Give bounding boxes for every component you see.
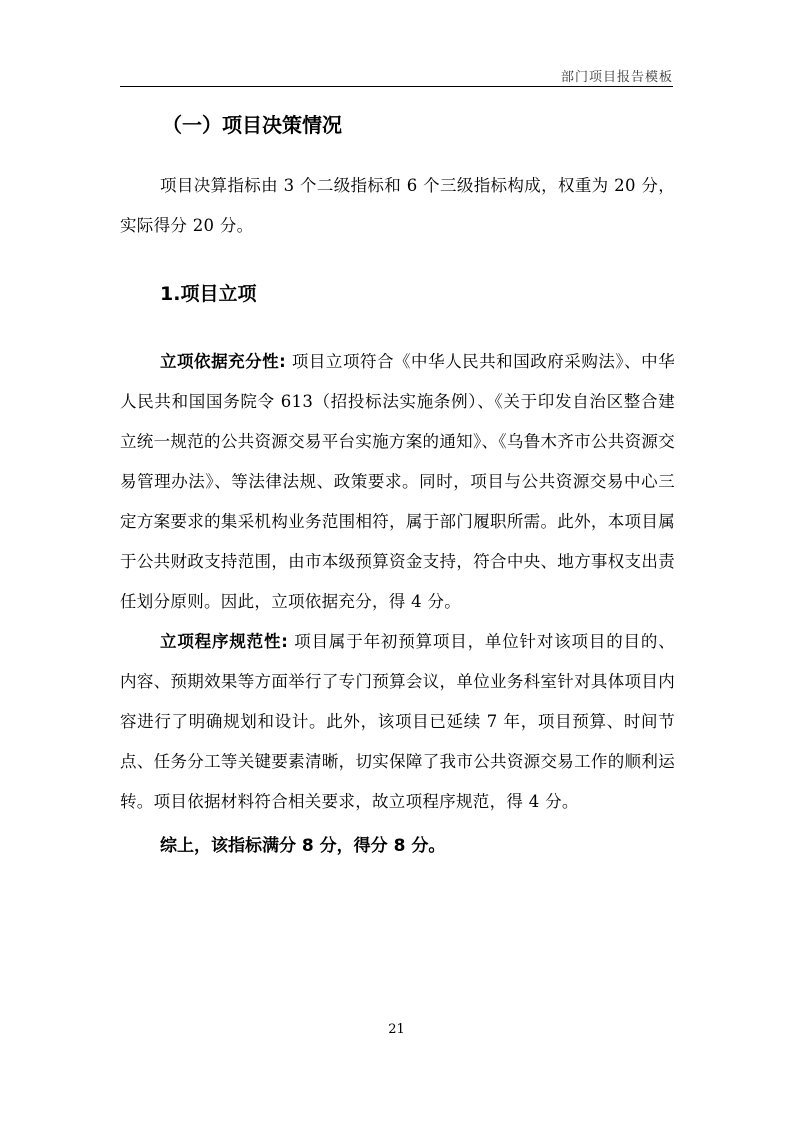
header-rule: [120, 86, 673, 87]
page-number: 21: [388, 1022, 405, 1037]
spacer: [120, 316, 675, 342]
basis-adequacy-paragraph: [120, 342, 675, 622]
summary-line: 综上，该指标满分 8 分，得分 8 分。: [160, 836, 446, 856]
basis-adequacy-body: 项目立项符合《中华人民共和国政府采购法》、中华人民共和国国务院令 613（招投标法实施条例）、《关于印发自治区整合建立统一规范的公共资源交易平台实施方案的通知》、《乌鲁木齐市公共资源交易管理办法》、等法律法规、政策要求。同时，项目与公共资源交易中心三定方案要求的集采机构业务范围相符，属于部门履职所需。此外，本项目属于公共财政支持范围，由市本级预算资金支持，符合中央、地方事权支出责任划分原则。因此，立项依据充分，得 4 分。: [120, 352, 675, 611]
section-heading: （一）项目决策情况: [162, 113, 342, 137]
section-intro-paragraph: 项目决算指标由 3 个二级指标和 6 个三级指标构成，权重为 20 分，实际得分 20 分。: [120, 176, 675, 235]
procedure-standard-paragraph: [120, 622, 675, 822]
procedure-standard-body: 项目属于年初预算项目，单位针对该项目的目的、内容、预期效果等方面举行了专门预算会议，单位业务科室针对具体项目内容进行了明确规划和设计。此外，该项目已延续 7 年，项目预算、时间节点、任务分工等关键要素清晰，切实保障了我市公共资源交易工作的顺利运转。项目依据材料符合相关要求，故立项程序规范，得 4 分。: [120, 632, 675, 811]
basis-adequacy-lead: 立项依据充分性:: [160, 352, 287, 371]
procedure-standard-lead: 立项程序规范性:: [160, 632, 289, 651]
subsection-heading: 1.项目立项: [160, 283, 257, 305]
running-header: 部门项目报告模板: [560, 70, 673, 85]
spacer: [120, 246, 675, 272]
page-content: [120, 104, 675, 866]
spacer: [120, 146, 675, 166]
